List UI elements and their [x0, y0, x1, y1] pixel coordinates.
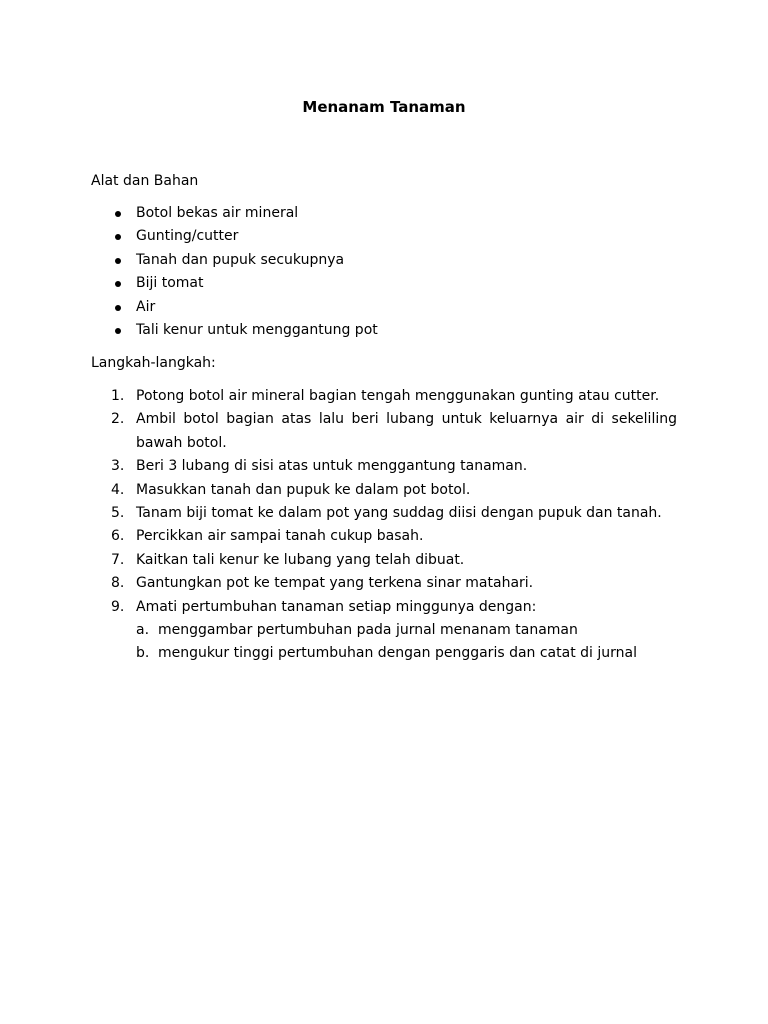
- step-text: Kaitkan tali kenur ke lubang yang telah dibuat.: [136, 551, 465, 568]
- step-text: Tanam biji tomat ke dalam pot yang suddag diisi dengan pupuk dan tanah.: [136, 505, 662, 522]
- step-item: [91, 479, 677, 502]
- step-text: Ambil botol bagian atas lalu beri lubang untuk keluarnya air di sekeliling bawah botol.: [136, 411, 677, 451]
- step-number: 5.: [111, 505, 125, 522]
- list-item: [91, 249, 681, 272]
- step-item: [91, 525, 677, 548]
- step-number: 8.: [111, 575, 125, 592]
- bullet-icon: [115, 328, 121, 334]
- step-text: Potong botol air mineral bagian tengah menggunakan gunting atau cutter.: [136, 388, 660, 404]
- substep-letter: a.: [136, 622, 150, 639]
- tool-text: Tali kenur untuk menggantung pot: [136, 321, 378, 338]
- tools-list: [91, 202, 681, 342]
- tool-text: Botol bekas air mineral: [136, 205, 299, 221]
- bullet-icon: [115, 234, 121, 240]
- step-text: Gantungkan pot ke tempat yang terkena sinar matahari.: [136, 575, 534, 592]
- step-number: 1.: [111, 388, 125, 404]
- step-text: Masukkan tanah dan pupuk ke dalam pot botol.: [136, 481, 471, 498]
- substep-item: [136, 642, 677, 665]
- step-number: 4.: [111, 481, 125, 498]
- step-item: [91, 455, 677, 478]
- step-number: 2.: [111, 411, 125, 428]
- substep-text: menggambar pertumbuhan pada jurnal menanam tanaman: [158, 622, 578, 639]
- tool-text: Biji tomat: [136, 275, 204, 292]
- steps-list: [91, 385, 677, 666]
- substep-item: [136, 619, 677, 642]
- step-item: [91, 596, 677, 666]
- step-number: 3.: [111, 458, 125, 475]
- tool-text: Tanah dan pupuk secukupnya: [136, 251, 345, 268]
- list-item: [91, 225, 681, 248]
- step-text: Beri 3 lubang di sisi atas untuk menggantung tanaman.: [136, 458, 528, 475]
- step-number: 6.: [111, 528, 125, 545]
- step-item: [91, 572, 677, 595]
- bullet-icon: [115, 281, 121, 287]
- bullet-icon: [115, 258, 121, 264]
- bullet-icon: [115, 211, 121, 217]
- steps-heading: Langkah-langkah:: [91, 355, 216, 371]
- list-item: [91, 296, 681, 319]
- list-item: [91, 272, 681, 295]
- tools-heading: Alat dan Bahan: [91, 173, 199, 189]
- tool-text: Air: [136, 298, 156, 315]
- step-item: [91, 549, 677, 572]
- step-item: [91, 408, 677, 455]
- step-number: 9.: [111, 598, 125, 615]
- bullet-icon: [115, 305, 121, 311]
- substeps-list: [136, 619, 677, 666]
- step-text: Percikkan air sampai tanah cukup basah.: [136, 528, 424, 545]
- substep-text: mengukur tinggi pertumbuhan dengan penggaris dan catat di jurnal: [158, 645, 637, 662]
- step-number: 7.: [111, 551, 125, 568]
- step-item: [91, 502, 677, 525]
- list-item: [91, 319, 681, 342]
- substep-letter: b.: [136, 645, 150, 662]
- step-item: [91, 385, 677, 408]
- document-title: Menanam Tanaman: [302, 98, 466, 116]
- tool-text: Gunting/cutter: [136, 228, 239, 245]
- step-text: Amati pertumbuhan tanaman setiap minggunya dengan:: [136, 598, 537, 615]
- list-item: [91, 202, 681, 225]
